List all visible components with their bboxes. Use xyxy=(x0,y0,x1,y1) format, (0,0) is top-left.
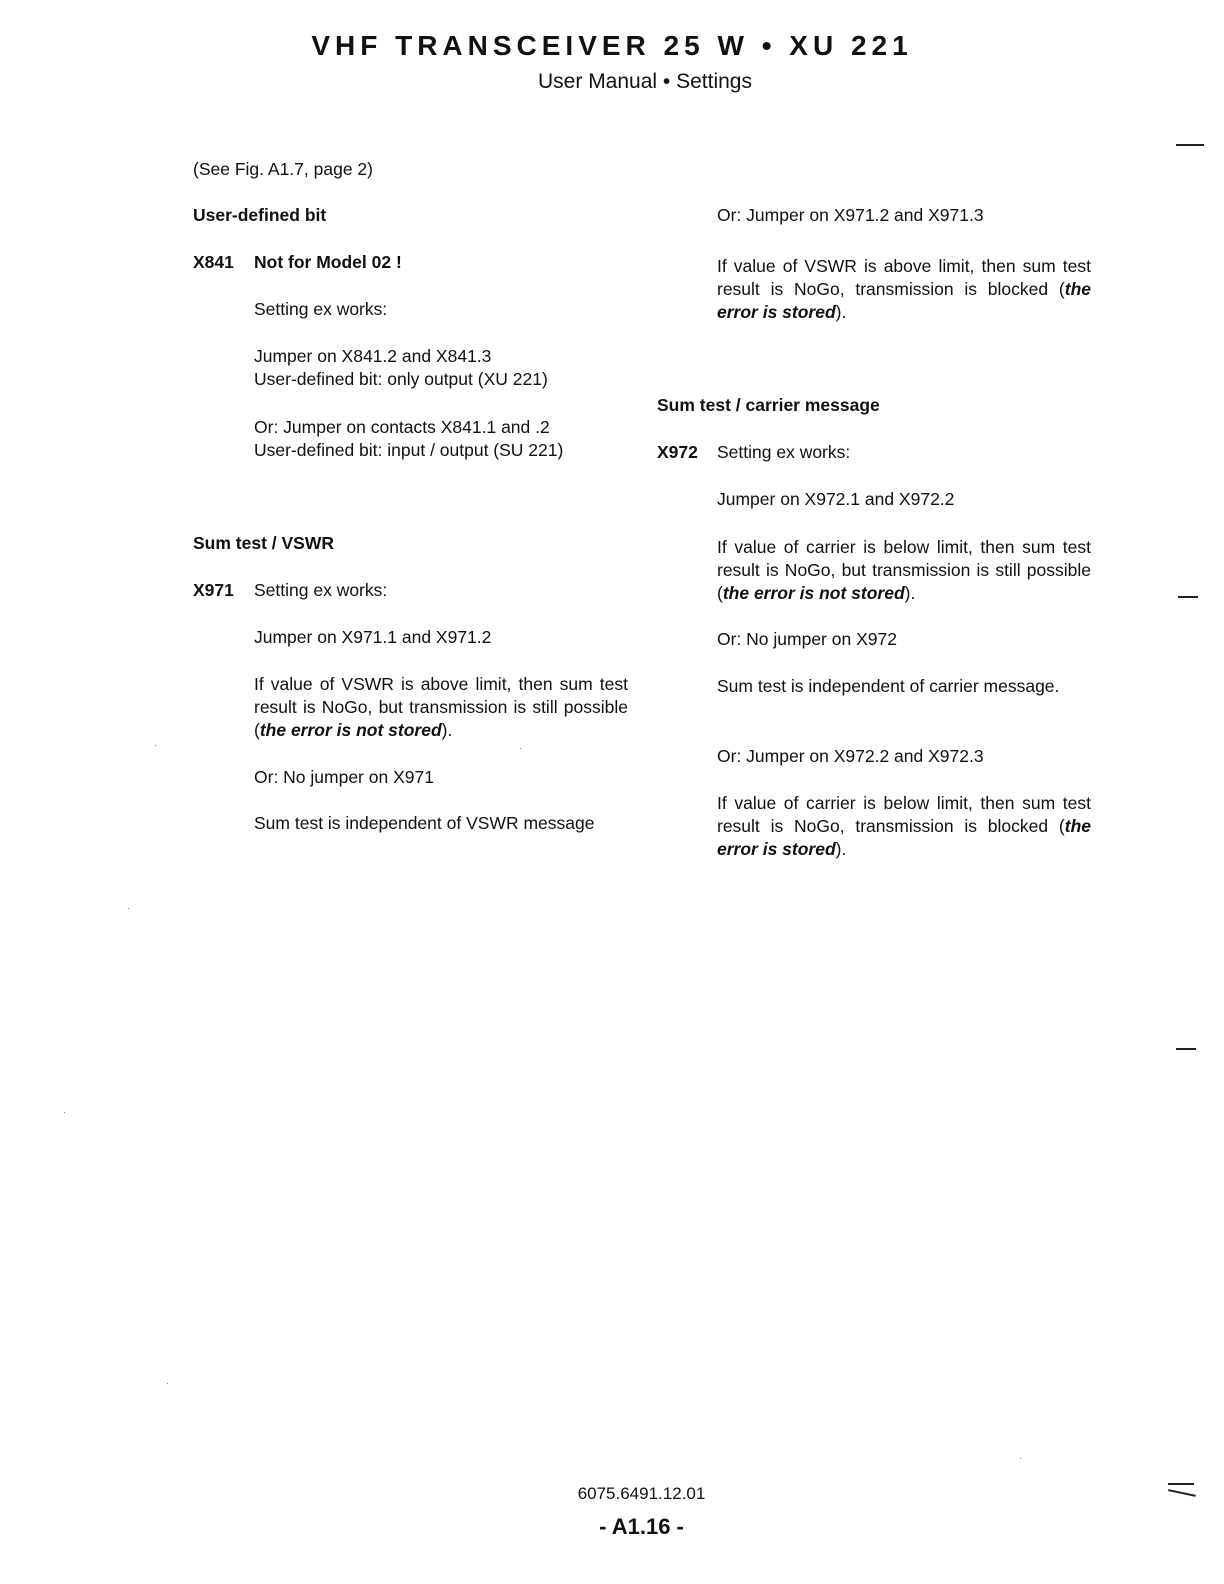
margin-mark xyxy=(1168,1483,1194,1485)
x972-jumper: Jumper on X972.1 and X972.2 xyxy=(717,489,955,509)
scan-speck xyxy=(155,745,156,746)
x971-jumper: Jumper on X971.1 and X971.2 xyxy=(254,627,492,647)
page-number: - A1.16 - xyxy=(599,1514,684,1539)
scan-speck xyxy=(1020,1458,1021,1459)
x841-alt-jumper-line-2: User-defined bit: input / output (SU 221) xyxy=(254,440,564,460)
model-note: Not for Model 02 ! xyxy=(254,252,402,272)
section-heading-user-bit: User-defined bit xyxy=(193,205,327,225)
margin-mark xyxy=(1178,596,1198,598)
scan-speck xyxy=(167,1383,168,1384)
setting-ex-works-x841: Setting ex works: xyxy=(254,299,388,319)
setting-ex-works-x972: Setting ex works: xyxy=(717,442,851,462)
vswr-nogo-paragraph: If value of VSWR is above limit, then sum test result is NoGo, but transmission is still possible (the error is not stored). xyxy=(254,674,628,740)
carrier-blocked-paragraph: If value of carrier is below limit, then sum test result is NoGo, transmission is blocked (the error is stored). xyxy=(717,793,1091,859)
x841-alt-jumper-line-1: Or: Jumper on contacts X841.1 and .2 xyxy=(254,417,550,437)
scan-speck xyxy=(128,908,129,909)
carrier-independent-paragraph: Sum test is independent of carrier message. xyxy=(717,676,1060,696)
jumper-code-x841: X841 xyxy=(193,252,234,272)
scan-speck xyxy=(520,748,521,749)
section-heading-vswr: Sum test / VSWR xyxy=(193,533,334,553)
x972-no-jumper: Or: No jumper on X972 xyxy=(717,629,897,649)
margin-mark xyxy=(1176,1048,1196,1050)
section-heading-carrier: Sum test / carrier message xyxy=(657,395,880,415)
jumper-code-x971: X971 xyxy=(193,580,234,600)
x971-no-jumper: Or: No jumper on X971 xyxy=(254,767,434,787)
vswr-blocked-paragraph: If value of VSWR is above limit, then sum test result is NoGo, transmission is blocked (the error is stored). xyxy=(717,256,1091,322)
document-subtitle: User Manual • Settings xyxy=(538,70,752,93)
margin-mark xyxy=(1176,144,1204,146)
scan-speck xyxy=(64,1112,65,1113)
x972-alt-jumper: Or: Jumper on X972.2 and X972.3 xyxy=(717,746,984,766)
carrier-nogo-paragraph: If value of carrier is below limit, then sum test result is NoGo, but transmission is still possible (the error is not stored). xyxy=(717,537,1091,603)
x841-jumper-line-2: User-defined bit: only output (XU 221) xyxy=(254,369,548,389)
x971-alt-jumper: Or: Jumper on X971.2 and X971.3 xyxy=(717,205,984,225)
document-title: VHF TRANSCEIVER 25 W • XU 221 xyxy=(311,30,913,61)
document-number: 6075.6491.12.01 xyxy=(577,1484,706,1503)
vswr-independent-paragraph: Sum test is independent of VSWR message xyxy=(254,813,595,833)
x841-jumper-line-1: Jumper on X841.2 and X841.3 xyxy=(254,346,492,366)
jumper-code-x972: X972 xyxy=(657,442,698,462)
setting-ex-works-x971: Setting ex works: xyxy=(254,580,388,600)
figure-reference: (See Fig. A1.7, page 2) xyxy=(193,159,373,179)
